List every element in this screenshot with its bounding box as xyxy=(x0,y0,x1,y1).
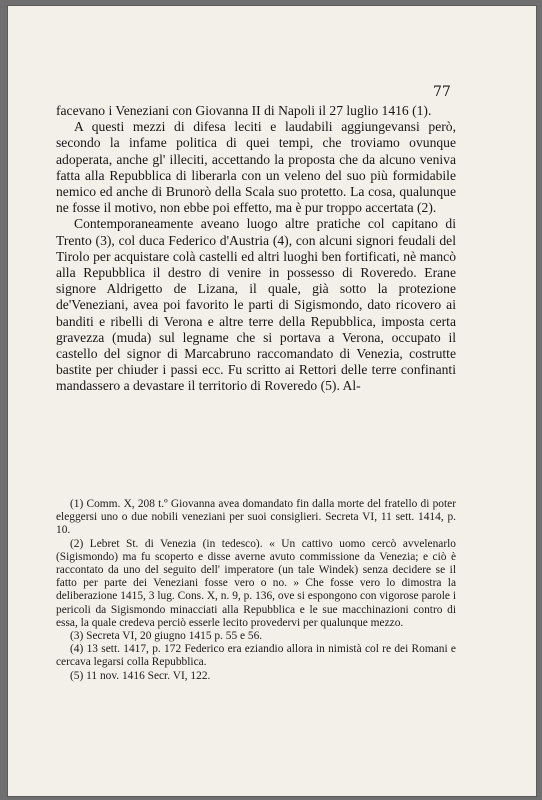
footnote-2: (2) Lebret St. di Venezia (in tedesco). « Un cattivo uomo cercò avvelenarlo (Sigismondo) ma fu scoperto e disse averne avuto commissione da Venezia; e ciò è raccontato da uno del seguito dell' imperatore (un tale Windek) senza decidere se il fatto per parte dei Veneziani fosse vero o no. » Che fosse vero lo dimostra la deliberazione 1415, 3 lug. Cons. X, n. 9, p. 136, ove si espongono con vigorose parole i pericoli da Sigismondo minacciati alla Repubblica e le sue macchinazioni contro di essa, la quale credeva perciò esserle lecito provedervi per qualunque mezzo. xyxy=(56,537,456,629)
paragraph-continuation: facevano i Veneziani con Giovanna II di Napoli il 27 luglio 1416 (1). xyxy=(56,103,432,118)
paragraph-poison-plot: A questi mezzi di difesa leciti e laudabili aggiungevansi però, secondo la infame politica di quei tempi, che troviamo ovunque adoperata, anche gl' illeciti, accettando la proposta che da alcuno veniva fatta alla Repubblica di liberarla con un veleno del suo più formidabile nemico ed anche di Brunorò della Scala suo protetto. La cosa, qualunque ne fosse il motivo, non ebbe poi effetto, ma è pur troppo accertata (2). xyxy=(56,119,456,216)
book-page xyxy=(8,6,536,796)
footnote-5: (5) 11 nov. 1416 Secr. VI, 122. xyxy=(70,669,211,682)
main-text xyxy=(56,103,456,395)
footnote-4: (4) 13 sett. 1417, p. 172 Federico era eziandio allora in nimistà col re dei Romani e cercava legarsi colla Repubblica. xyxy=(56,643,456,669)
footnote-1: (1) Comm. X, 208 t.º Giovanna avea domandato fin dalla morte del fratello di poter eleggersi uno o due nobili veneziani per suoi consiglieri. Secreta VI, 11 sett. 1414, p. 10. xyxy=(56,498,456,537)
footnote-3: (3) Secreta VI, 20 giugno 1415 p. 55 e 56. xyxy=(70,630,263,643)
footnotes xyxy=(56,498,456,683)
page-number: 77 xyxy=(433,84,451,100)
paragraph-roveredo: Contemporaneamente aveano luogo altre pratiche col capitano di Trento (3), col duca Federico d'Austria (4), con alcuni signori feudali del Tirolo per acquistare colà castelli ed altri luoghi ben fortificati, nè mancò alla Repubblica il destro di venire in possesso di Roveredo. Erane signore Aldrigetto de Lizana, il quale, già sotto la protezione de'Veneziani, avea poi favorito le parti di Sigismondo, dato ricovero ai banditi e ribelli di Verona e altre terre della Repubblica, imposta certa gravezza (muda) sul legname che si portava a Verona, occupato il castello del signor di Marcabruno raccomandato di Venezia, costrutte bastite per chiuder i passi ecc. Fu scritto ai Rettori delle terre confinanti mandassero a devastare il territorio di Roveredo (5). Al- xyxy=(56,216,456,394)
